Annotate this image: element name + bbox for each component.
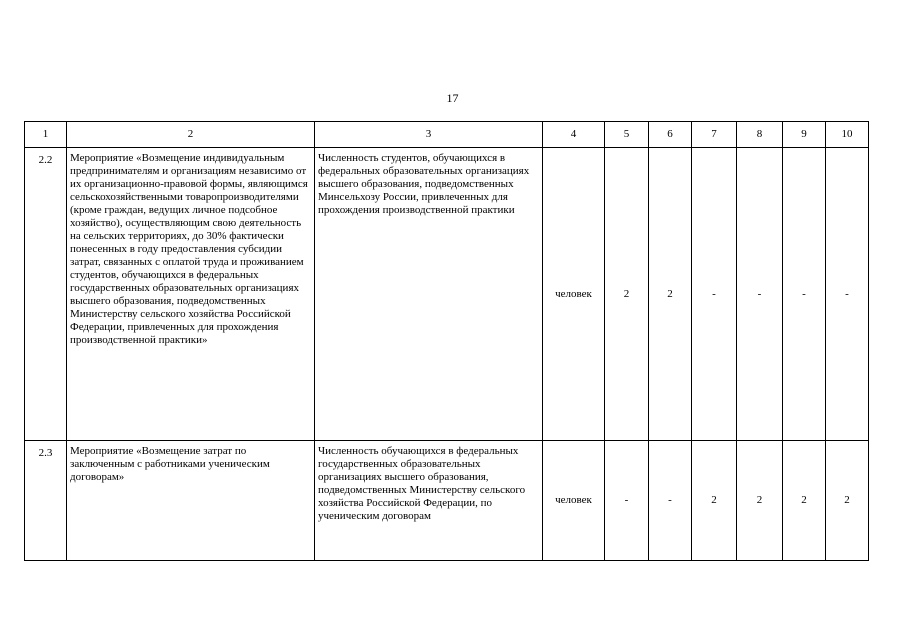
table-row bbox=[25, 148, 869, 441]
value-cell: - bbox=[826, 148, 869, 441]
measure-description: Мероприятие «Возмещение затрат по заключенным с работниками ученическим договорам» bbox=[67, 441, 315, 561]
value-cell: 2 bbox=[826, 441, 869, 561]
indicator-description: Численность обучающихся в федеральных государственных образовательных организациях высшего образования, подведомственных Министерству сельского хозяйства Российской Федерации, по ученическим договорам bbox=[315, 441, 543, 561]
column-header: 8 bbox=[737, 122, 783, 148]
value-cell: 2 bbox=[737, 441, 783, 561]
value-cell: - bbox=[649, 441, 692, 561]
value-cell: - bbox=[605, 441, 649, 561]
column-header: 4 bbox=[543, 122, 605, 148]
page-number: 17 bbox=[446, 91, 459, 105]
column-header: 5 bbox=[605, 122, 649, 148]
table-row bbox=[25, 441, 869, 561]
measure-description: Мероприятие «Возмещение индивидуальным предпринимателям и организациям независимо от их организационно-правовой формы, являющимся сельскохозяйственными товаропроизводителями (кроме граждан, ведущих личное подсобное хозяйство), осуществляющим свою деятельность на сельских территориях, до 30% фактически понесенных в году предоставления субсидии затрат, связанных с оплатой труда и проживанием студентов, обучающихся в федеральных государственных образовательных организациях высшего образования, подведомственных Министерству сельского хозяйства Российской Федерации, привлеченных для прохождения производственной практики» bbox=[67, 148, 315, 441]
row-number: 2.3 bbox=[25, 441, 67, 561]
column-header: 2 bbox=[67, 122, 315, 148]
column-header: 1 bbox=[25, 122, 67, 148]
column-header: 10 bbox=[826, 122, 869, 148]
unit-cell: человек bbox=[543, 441, 605, 561]
value-cell: 2 bbox=[605, 148, 649, 441]
value-cell: - bbox=[737, 148, 783, 441]
table-header-row bbox=[25, 122, 869, 148]
row-number: 2.2 bbox=[25, 148, 67, 441]
value-cell: 2 bbox=[649, 148, 692, 441]
column-header: 9 bbox=[783, 122, 826, 148]
column-header: 7 bbox=[692, 122, 737, 148]
value-cell: - bbox=[692, 148, 737, 441]
value-cell: 2 bbox=[692, 441, 737, 561]
column-header: 6 bbox=[649, 122, 692, 148]
indicators-table bbox=[24, 121, 869, 561]
value-cell: 2 bbox=[783, 441, 826, 561]
column-header: 3 bbox=[315, 122, 543, 148]
indicator-description: Численность студентов, обучающихся в федеральных образовательных организациях высшего образования, подведомственных Минсельхозу России, привлеченных для прохождения производственной практики bbox=[315, 148, 543, 441]
unit-cell: человек bbox=[543, 148, 605, 441]
value-cell: - bbox=[783, 148, 826, 441]
